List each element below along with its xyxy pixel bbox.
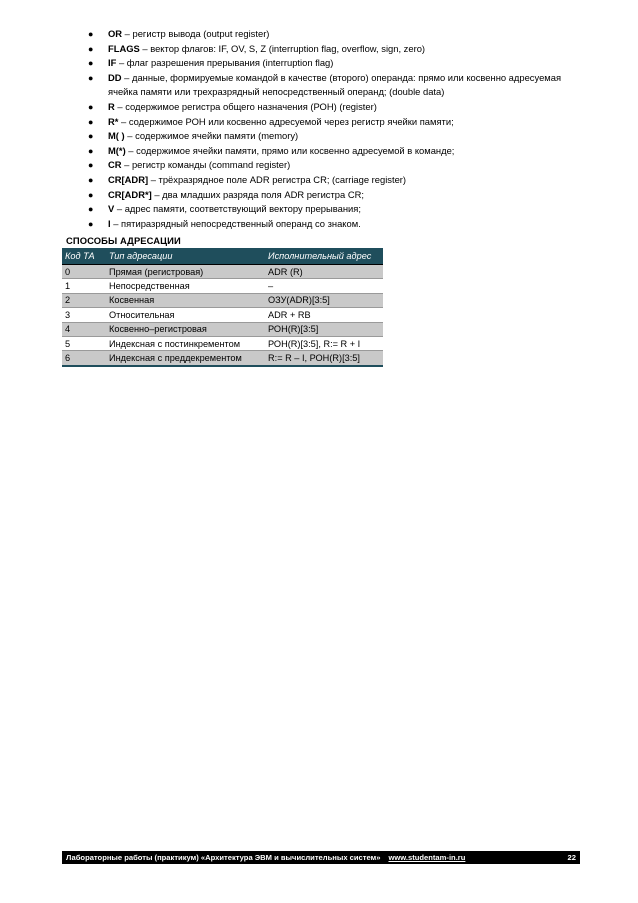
term: CR — [108, 159, 122, 171]
list-item — [86, 202, 586, 217]
cell-address: – — [265, 279, 383, 293]
definition: – содержимое ячейки памяти, прямо или косвенно адресуемой в команде; — [125, 144, 455, 156]
bullet-icon: ● — [88, 145, 94, 156]
term: CR[ADR*] — [108, 188, 152, 200]
definition: – вектор флагов: IF, OV, S, Z (interruption flag, overflow, sign, zero) — [139, 42, 426, 54]
bullet-icon: ● — [88, 131, 94, 142]
cell-type: Относительная — [106, 308, 265, 322]
term: V — [108, 203, 115, 215]
table-header-row — [62, 248, 383, 265]
cell-address: ADR (R) — [265, 265, 383, 279]
term: R* — [108, 115, 119, 127]
cell-code: 2 — [62, 293, 106, 307]
bullet-icon: ● — [88, 189, 94, 200]
term: M( ) — [108, 130, 125, 142]
definition: – регистр команды (command register) — [121, 159, 291, 171]
cell-code: 5 — [62, 336, 106, 350]
page-footer — [62, 851, 580, 864]
definition: – адрес памяти, соответствующий вектору прерывания; — [114, 203, 361, 215]
term: R — [108, 100, 115, 112]
table-row — [62, 308, 383, 322]
bullet-icon: ● — [88, 58, 94, 69]
table-row — [62, 293, 383, 307]
addressing-modes-table — [62, 248, 383, 367]
bullet-icon: ● — [88, 204, 94, 215]
term: CR[ADR] — [108, 173, 149, 185]
definition: – пятиразрядный непосредственный операнд со знаком. — [110, 217, 361, 229]
cell-address: R:= R – I, РОН(R)[3:5] — [265, 351, 383, 366]
table-row — [62, 336, 383, 350]
bullet-icon: ● — [88, 174, 94, 185]
definition: – флаг разрешения прерывания (interruption flag) — [116, 57, 334, 69]
bullet-icon: ● — [88, 218, 94, 229]
header-type: Тип адресации — [106, 248, 265, 265]
cell-type: Индексная с постинкрементом — [106, 336, 265, 350]
term: IF — [108, 57, 117, 69]
list-item — [86, 27, 586, 42]
cell-type: Прямая (регистровая) — [106, 265, 265, 279]
page-number: 22 — [567, 853, 576, 862]
list-item — [86, 217, 586, 232]
definition: – регистр вывода (output register) — [122, 28, 270, 39]
term: OR — [108, 28, 123, 39]
table-row — [62, 279, 383, 293]
footer-site-link[interactable]: www.studentam-in.ru — [388, 853, 466, 862]
term: FLAGS — [108, 42, 140, 54]
list-item — [86, 173, 586, 188]
cell-type: Непосредственная — [106, 279, 265, 293]
cell-code: 3 — [62, 308, 106, 322]
cell-address: ОЗУ(ADR)[3:5] — [265, 293, 383, 307]
definition: – содержимое ячейки памяти (memory) — [124, 130, 299, 142]
cell-type: Индексная с преддекрементом — [106, 351, 265, 366]
cell-code: 4 — [62, 322, 106, 336]
cell-type: Косвенно–регистровая — [106, 322, 265, 336]
term: I — [108, 217, 111, 229]
term: M(*) — [108, 144, 126, 156]
cell-address: РОН(R)[3:5] — [265, 322, 383, 336]
footer-title: Лабораторные работы (практикум) «Архитектура ЭВМ и вычислительных систем» — [66, 853, 381, 862]
bullet-icon: ● — [88, 72, 94, 83]
table-row — [62, 265, 383, 279]
term: DD — [108, 71, 122, 83]
cell-type: Косвенная — [106, 293, 265, 307]
bullet-icon: ● — [88, 116, 94, 127]
bullet-icon: ● — [88, 101, 94, 112]
list-item — [86, 115, 586, 130]
definition: – два младших разряда поля ADR регистра CR; — [151, 188, 364, 200]
bullet-icon: ● — [88, 160, 94, 171]
table-row — [62, 351, 383, 366]
definition: – данные, формируемые командой в качестве (второго) операнда: прямо или косвенно адресуемая ячейка памяти или трехразрядный непосредственный операнд; (double data) — [108, 71, 562, 98]
list-item — [86, 56, 586, 71]
list-item — [86, 100, 586, 115]
cell-code: 1 — [62, 279, 106, 293]
table-row — [62, 322, 383, 336]
cell-code: 0 — [62, 265, 106, 279]
header-code: Код ТА — [62, 248, 106, 265]
header-address: Исполнительный адрес — [265, 248, 383, 265]
bullet-icon: ● — [88, 43, 94, 54]
cell-code: 6 — [62, 351, 106, 366]
list-item — [86, 129, 586, 144]
definitions-list — [86, 27, 586, 231]
list-item — [86, 71, 586, 100]
list-item — [86, 158, 586, 173]
list-item — [86, 144, 586, 159]
definition: – содержимое регистра общего назначения (РОН) (register) — [114, 100, 377, 112]
list-item — [86, 42, 586, 57]
definition: – содержимое РОН или косвенно адресуемой через регистр ячейки памяти; — [118, 115, 454, 127]
list-item — [86, 188, 586, 203]
definition: – трёхразрядное поле ADR регистра CR; (carriage register) — [148, 173, 407, 185]
cell-address: ADR + RB — [265, 308, 383, 322]
bullet-icon: ● — [88, 29, 94, 39]
section-title: СПОСОБЫ АДРЕСАЦИИ — [66, 235, 181, 246]
cell-address: РОН(R)[3:5], R:= R + I — [265, 336, 383, 350]
